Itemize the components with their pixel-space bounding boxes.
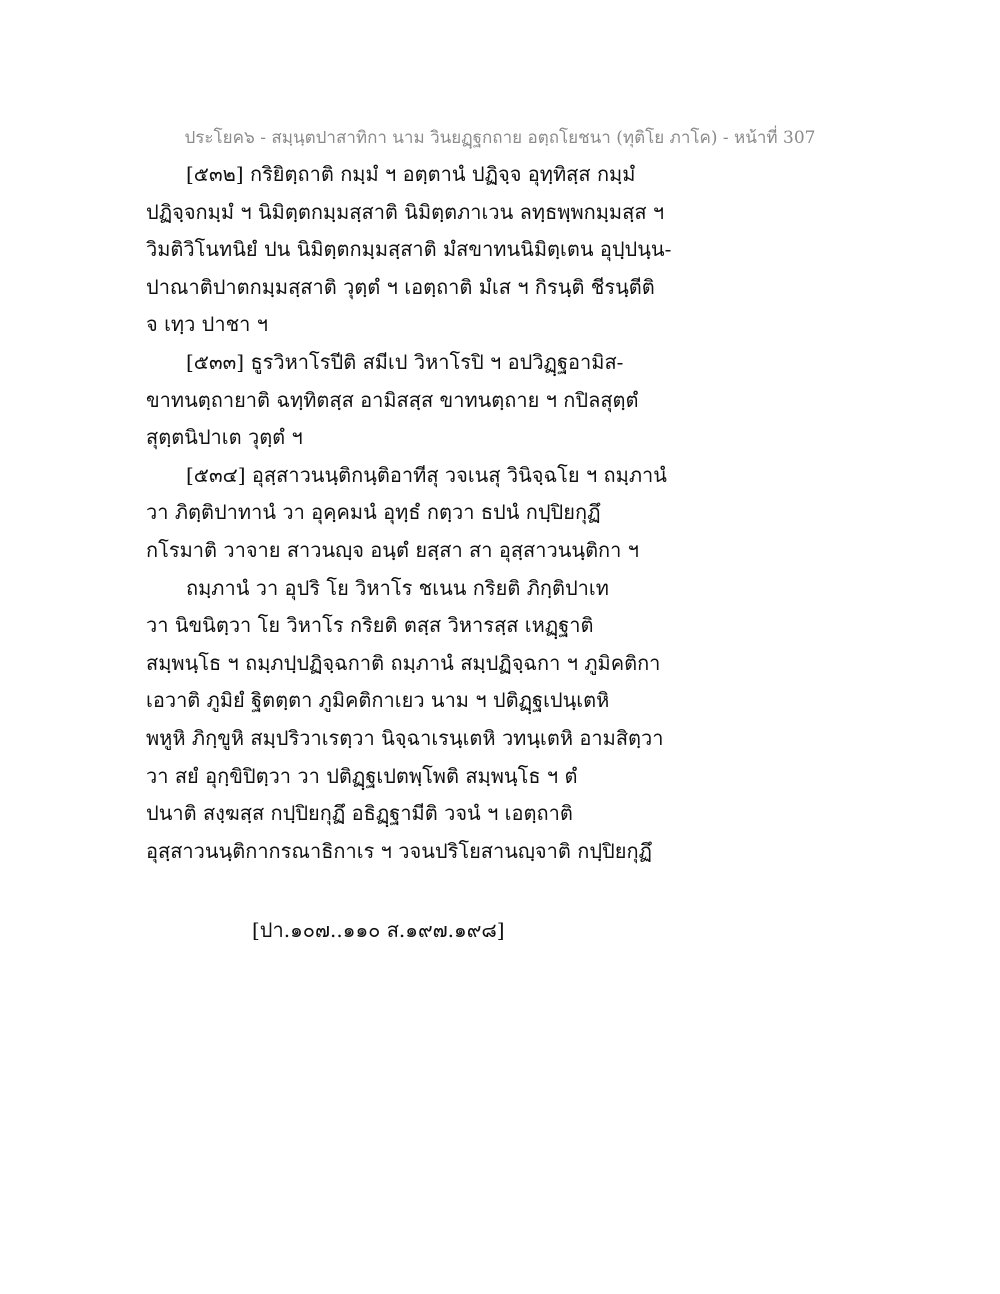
paragraph-line: ถมฺภานํ วา อุปริ โย วิหาโร ชเนน กริยติ ภิกฺติปาเท bbox=[186, 575, 609, 600]
paragraph-line: กโรมาติ วาจาย สาวนญฺจ อนฺตํ ยสฺสา สา อุสฺสาวนนฺติกา ฯ bbox=[146, 537, 639, 562]
paragraph-line: สุตฺตนิปาเต วุตฺตํ ฯ bbox=[146, 425, 303, 450]
body-text bbox=[146, 156, 866, 870]
paragraph-line: จ เทฺว ปาชา ฯ bbox=[146, 312, 269, 337]
paragraph-line: [๕๓๒] กริยิตฺถาติ กมฺมํ ฯ อตฺตานํ ปฏิจฺจ อุทฺทิสฺส กมฺมํ bbox=[186, 162, 636, 186]
paragraph-line: ปนาติ สงฺฆสฺส กปฺปิยกุฏึ อธิฏฺฐามีติ วจนํ ฯ เอตฺถาติ bbox=[146, 801, 573, 826]
paragraph-line: เอวาติ ภูมิยํ ฐิตตฺตา ภูมิคติกาเยว นาม ฯ ปติฏฺฐเปนฺเตหิ bbox=[146, 688, 610, 713]
paragraph-line: วิมติวิโนทนิยํ ปน นิมิตฺตกมฺมสฺสาติ มํสขาทนนิมิตฺเตน อุปฺปนฺน- bbox=[146, 237, 672, 262]
paragraph-line: ปฏิจฺจกมฺมํ ฯ นิมิตฺตกมฺมสฺสาติ นิมิตฺตภาเวน ลทฺธพฺพกมฺมสฺส ฯ bbox=[146, 199, 665, 224]
paragraph-line: ขาทนตฺถายาติ ฉทฺทิตสฺส อามิสสฺส ขาทนตฺถาย ฯ กปิลสุตฺตํ bbox=[146, 387, 639, 412]
page-header: ประโยค๖ - สมฺนฺตปาสาทิกา นาม วินยฏฺฐกถาย อตฺถโยชนา (ทุติโย ภาโค) - หน้าที่ 307 bbox=[184, 128, 816, 148]
paragraph-line: [๕๓๔] อุสฺสาวนนฺติกนฺติอาทีสุ วจเนสุ วินิจฺฉโย ฯ ถมฺภานํ bbox=[186, 462, 667, 487]
reference-citation: [ปา.๑๐๗..๑๑๐ ส.๑๙๗.๑๙๘] bbox=[252, 918, 505, 942]
paragraph-line: ปาณาติปาตกมฺมสฺสาติ วุตฺตํ ฯ เอตฺถาติ มํเส ฯ กิรนฺติ ชีรนฺตีติ bbox=[146, 274, 655, 299]
paragraph-line: วา สยํ อุกฺขิปิตฺวา วา ปติฏฺฐเปตพฺโพติ สมฺพนฺโธ ฯ ตํ bbox=[146, 763, 578, 788]
paragraph-line: วา นิขนิตฺวา โย วิหาโร กริยติ ตสฺส วิหารสฺส เหฏฺฐาติ bbox=[146, 613, 594, 638]
paragraph-line: วา ภิตฺติปาทานํ วา อุคฺคมนํ อุทฺธํ กตฺวา ธปนํ กปฺปิยกุฏึ bbox=[146, 500, 601, 525]
paragraph-line: [๕๓๓] ธูรวิหาโรปีติ สมีเป วิหาโรปิ ฯ อปวิฏฺฐอามิส- bbox=[186, 349, 624, 374]
paragraph-line: อุสฺสาวนนฺติกากรณาธิกาเร ฯ วจนปริโยสานญฺจาติ กปฺปิยกุฏึ bbox=[146, 838, 652, 863]
paragraph-line: สมฺพนฺโธ ฯ ถมฺภปฺปฏิจฺฉกาติ ถมฺภานํ สมฺปฏิจฺฉกา ฯ ภูมิคติกา bbox=[146, 650, 661, 675]
paragraph-line: พหูหิ ภิกฺขูหิ สมฺปริวาเรตฺวา นิจฺฉาเรนฺเตหิ วทนฺเตหิ อามสิตฺวา bbox=[146, 725, 664, 750]
